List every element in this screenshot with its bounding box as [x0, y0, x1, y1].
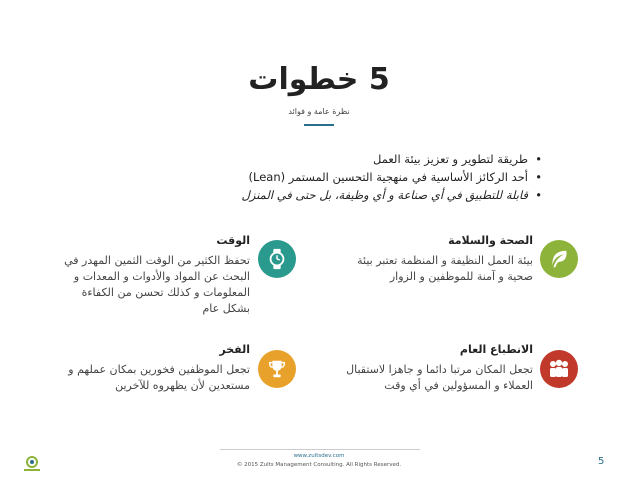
overview-bullets [122, 150, 542, 204]
watch-icon [258, 240, 296, 278]
card-pride [60, 343, 250, 394]
bullet-item: • قابلة للتطبيق في أي صناعة و أي وظيفة، بل حتى في المنزل [122, 186, 542, 204]
footer-divider [220, 449, 420, 450]
footer-copyright: © 2015 Zults Management Consulting. All Rights Reserved. [236, 462, 402, 468]
card-safety-text: بيئة العمل النظيفة و المنظمة تعتبر بيئة صحية و آمنة للموظفين و الزوار [357, 254, 533, 283]
card-time [60, 234, 250, 317]
card-impression [343, 343, 533, 394]
card-impression-title: الانطباع العام [459, 343, 533, 356]
people-icon [540, 350, 578, 388]
card-time-title: الوقت [216, 234, 250, 247]
card-safety-title: الصحة والسلامة [448, 234, 533, 247]
trophy-icon [258, 350, 296, 388]
company-logo-icon [20, 455, 44, 473]
leaf-icon [540, 240, 578, 278]
slide-subtitle: نظرة عامة و فوائد [288, 107, 350, 116]
footer [0, 452, 638, 470]
bullet-item: • أحد الركائز الأساسية في منهجية التحسين المستمر (Lean) [122, 168, 542, 186]
footer-url[interactable]: www.zultsdev.com [293, 453, 345, 459]
card-safety [333, 234, 533, 285]
slide-title: 5 خطوات [248, 62, 390, 97]
card-time-text: تحفظ الكثير من الوقت الثمين المهدر في البحث عن المواد والأدوات و المعدات و المعلومات و كذلك تحسن من الكفاءة بشكل عام [64, 254, 250, 315]
card-pride-text: تجعل الموظفين فخورين بمكان عملهم و مستعدين لأن يظهروه للآخرين [68, 363, 250, 392]
page-number: 5 [598, 456, 605, 467]
title-underline [304, 124, 334, 126]
card-pride-title: الفخر [219, 343, 250, 356]
card-impression-text: تجعل المكان مرتبا دائما و جاهزا لاستقبال العملاء و المسؤولين في أي وقت [346, 363, 533, 392]
bullet-item: • طريقة لتطوير و تعزيز بيئة العمل [122, 150, 542, 168]
